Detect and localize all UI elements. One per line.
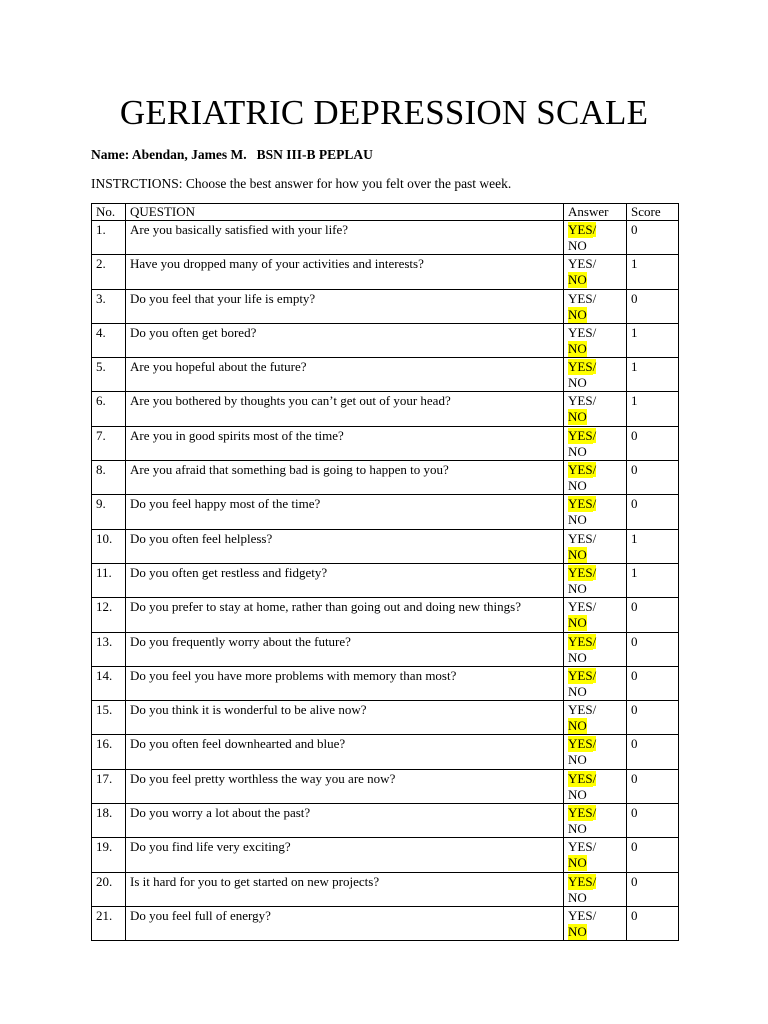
answer-yes: YES: [568, 839, 593, 855]
row-question: Do you think it is wonderful to be alive now?: [126, 701, 564, 735]
depression-scale-table: [91, 203, 679, 941]
row-question: Do you often feel helpless?: [126, 529, 564, 563]
row-answer: [564, 221, 627, 255]
row-number: 7.: [92, 426, 126, 460]
row-answer: [564, 906, 627, 940]
table-row: [92, 426, 679, 460]
header-score: Score: [627, 204, 679, 221]
answer-yes: YES: [568, 359, 593, 375]
answer-separator: /: [592, 222, 597, 237]
row-score: 0: [627, 701, 679, 735]
row-score: 0: [627, 804, 679, 838]
row-question: Do you feel you have more problems with memory than most?: [126, 666, 564, 700]
row-score: 0: [627, 632, 679, 666]
answer-separator: /: [592, 873, 597, 889]
table-row: [92, 358, 679, 392]
row-score: 0: [627, 906, 679, 940]
row-number: 10.: [92, 529, 126, 563]
answer-no: NO: [568, 821, 587, 837]
instructions: INSTRCTIONS: Choose the best answer for how you felt over the past week.: [91, 176, 512, 191]
table-row: [92, 598, 679, 632]
row-score: 1: [627, 392, 679, 426]
answer-yes: YES: [568, 427, 593, 443]
page-title: GERIATRIC DEPRESSION SCALE: [119, 93, 649, 132]
table-row: [92, 461, 679, 495]
row-question: Do you feel pretty worthless the way you are now?: [126, 769, 564, 803]
row-question: Are you hopeful about the future?: [126, 358, 564, 392]
row-answer: [564, 598, 627, 632]
answer-yes: YES: [568, 907, 593, 923]
table-row: [92, 495, 679, 529]
row-answer: [564, 701, 627, 735]
row-number: 4.: [92, 323, 126, 357]
answer-separator: /: [592, 633, 597, 649]
answer-no: NO: [568, 512, 587, 528]
row-score: 0: [627, 769, 679, 803]
row-number: 2.: [92, 255, 126, 289]
header-no: No.: [92, 204, 126, 221]
row-number: 5.: [92, 358, 126, 392]
answer-no: NO: [568, 580, 587, 596]
row-number: 11.: [92, 563, 126, 597]
row-number: 21.: [92, 906, 126, 940]
row-answer: [564, 632, 627, 666]
table-row: [92, 838, 679, 872]
row-score: 1: [627, 323, 679, 357]
row-answer: [564, 872, 627, 906]
row-number: 15.: [92, 701, 126, 735]
answer-separator: /: [592, 324, 597, 340]
answer-separator: /: [592, 770, 597, 786]
answer-separator: /: [592, 290, 597, 306]
answer-separator: /: [592, 393, 597, 409]
student-name: Name: Abendan, James M.: [91, 147, 247, 162]
answer-yes: YES: [568, 256, 593, 272]
row-number: 6.: [92, 392, 126, 426]
header-answer: Answer: [564, 204, 627, 221]
row-score: 0: [627, 872, 679, 906]
row-question: Do you feel happy most of the time?: [126, 495, 564, 529]
answer-separator: /: [592, 427, 597, 443]
row-question: Do you worry a lot about the past?: [126, 804, 564, 838]
answer-no: NO: [568, 752, 587, 768]
answer-no: NO: [568, 272, 587, 288]
row-number: 16.: [92, 735, 126, 769]
row-question: Do you find life very exciting?: [126, 838, 564, 872]
row-question: Have you dropped many of your activities and interests?: [126, 255, 564, 289]
answer-yes: YES: [568, 633, 593, 649]
row-answer: [564, 289, 627, 323]
row-question: Are you afraid that something bad is going to happen to you?: [126, 461, 564, 495]
row-score: 0: [627, 735, 679, 769]
answer-yes: YES: [568, 770, 593, 786]
answer-separator: /: [592, 256, 597, 272]
row-answer: [564, 426, 627, 460]
row-question: Do you often get bored?: [126, 323, 564, 357]
row-question: Are you in good spirits most of the time?: [126, 426, 564, 460]
table-row: [92, 632, 679, 666]
answer-no: NO: [568, 786, 587, 802]
answer-yes: YES: [568, 393, 593, 409]
row-number: 8.: [92, 461, 126, 495]
table-row: [92, 392, 679, 426]
table-row: [92, 563, 679, 597]
row-answer: [564, 838, 627, 872]
answer-separator: /: [592, 805, 597, 821]
row-answer: [564, 495, 627, 529]
row-question: Is it hard for you to get started on new projects?: [126, 872, 564, 906]
row-answer: [564, 804, 627, 838]
table-row: [92, 804, 679, 838]
answer-separator: /: [592, 564, 597, 580]
row-question: Are you basically satisfied with your life?: [126, 221, 564, 255]
answer-no: NO: [568, 409, 587, 425]
answer-separator: /: [592, 530, 597, 546]
row-number: 14.: [92, 666, 126, 700]
answer-yes: YES: [568, 564, 593, 580]
table-row: [92, 289, 679, 323]
name-line: [91, 146, 373, 164]
row-number: 20.: [92, 872, 126, 906]
answer-no: NO: [568, 923, 587, 939]
row-question: Do you frequently worry about the future?: [126, 632, 564, 666]
row-number: 9.: [92, 495, 126, 529]
answer-yes: YES: [568, 736, 593, 752]
answer-no: NO: [568, 306, 587, 322]
row-number: 1.: [92, 221, 126, 255]
row-question: Are you bothered by thoughts you can’t get out of your head?: [126, 392, 564, 426]
row-score: 0: [627, 461, 679, 495]
answer-separator: /: [592, 736, 597, 752]
table-row: [92, 529, 679, 563]
answer-separator: /: [592, 496, 597, 512]
answer-no: NO: [568, 683, 587, 699]
table-body: [92, 221, 679, 941]
row-number: 13.: [92, 632, 126, 666]
row-question: Do you often feel downhearted and blue?: [126, 735, 564, 769]
table-row: [92, 255, 679, 289]
answer-yes: YES: [568, 496, 593, 512]
row-answer: [564, 735, 627, 769]
row-number: 12.: [92, 598, 126, 632]
answer-no: NO: [568, 718, 587, 734]
answer-yes: YES: [568, 222, 593, 237]
row-score: 0: [627, 598, 679, 632]
answer-yes: YES: [568, 324, 593, 340]
answer-no: NO: [568, 615, 587, 631]
answer-no: NO: [568, 443, 587, 459]
row-answer: [564, 666, 627, 700]
row-score: 0: [627, 289, 679, 323]
header-question: QUESTION: [126, 204, 564, 221]
row-question: Do you prefer to stay at home, rather than going out and doing new things?: [126, 598, 564, 632]
answer-no: NO: [568, 855, 587, 871]
answer-no: NO: [568, 478, 587, 494]
row-answer: [564, 255, 627, 289]
row-answer: [564, 358, 627, 392]
table-row: [92, 666, 679, 700]
row-number: 18.: [92, 804, 126, 838]
answer-yes: YES: [568, 805, 593, 821]
answer-no: NO: [568, 238, 587, 253]
answer-yes: YES: [568, 599, 593, 615]
row-number: 19.: [92, 838, 126, 872]
row-answer: [564, 563, 627, 597]
table-row: [92, 872, 679, 906]
row-question: Do you feel that your life is empty?: [126, 289, 564, 323]
answer-yes: YES: [568, 290, 593, 306]
row-score: 1: [627, 563, 679, 597]
table-row: [92, 323, 679, 357]
row-question: Do you often get restless and fidgety?: [126, 563, 564, 597]
answer-separator: /: [592, 462, 597, 478]
row-score: 0: [627, 426, 679, 460]
answer-no: NO: [568, 375, 587, 391]
row-answer: [564, 769, 627, 803]
answer-yes: YES: [568, 530, 593, 546]
table-header-row: [92, 204, 679, 221]
row-score: 1: [627, 255, 679, 289]
row-score: 1: [627, 529, 679, 563]
answer-separator: /: [592, 702, 597, 718]
answer-no: NO: [568, 546, 587, 562]
row-number: 3.: [92, 289, 126, 323]
table-row: [92, 701, 679, 735]
program-section: BSN III-B PEPLAU: [256, 147, 373, 162]
answer-yes: YES: [568, 702, 593, 718]
row-answer: [564, 529, 627, 563]
table-row: [92, 735, 679, 769]
answer-yes: YES: [568, 873, 593, 889]
row-score: 1: [627, 358, 679, 392]
row-score: 0: [627, 221, 679, 255]
row-question: Do you feel full of energy?: [126, 906, 564, 940]
answer-no: NO: [568, 889, 587, 905]
answer-yes: YES: [568, 667, 593, 683]
answer-separator: /: [592, 839, 597, 855]
answer-yes: YES: [568, 462, 593, 478]
table-row: [92, 906, 679, 940]
answer-separator: /: [592, 359, 597, 375]
answer-separator: /: [592, 599, 597, 615]
row-score: 0: [627, 666, 679, 700]
answer-separator: /: [592, 907, 597, 923]
row-number: 17.: [92, 769, 126, 803]
row-score: 0: [627, 495, 679, 529]
table-row: [92, 769, 679, 803]
row-answer: [564, 323, 627, 357]
answer-no: NO: [568, 340, 587, 356]
answer-no: NO: [568, 649, 587, 665]
row-answer: [564, 392, 627, 426]
row-answer: [564, 461, 627, 495]
row-score: 0: [627, 838, 679, 872]
answer-separator: /: [592, 667, 597, 683]
table-row: [92, 221, 679, 255]
